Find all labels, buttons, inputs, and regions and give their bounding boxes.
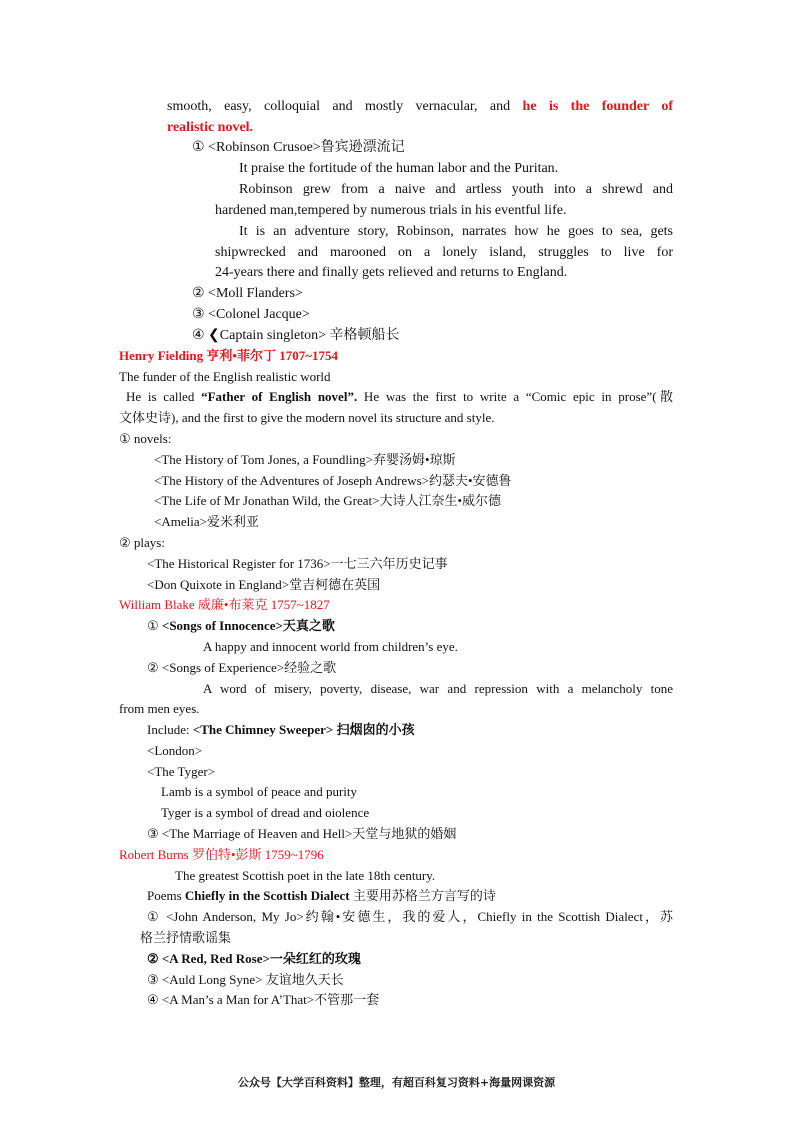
description: A word of misery, poverty, disease, war and repression with a melancholy tone xyxy=(203,681,673,696)
bold-text: <Songs of Innocence>天真之歌 xyxy=(161,618,335,633)
description: Robinson grew from a naive and artless youth into a shrewd and xyxy=(239,182,673,197)
bold-text: “Father of English novel”. xyxy=(201,389,358,404)
list-item: <The Tyger> xyxy=(147,764,216,779)
work-item: ② <Moll Flanders> xyxy=(192,286,303,301)
paragraph xyxy=(147,886,496,906)
work-item: ③ <The Marriage of Heaven and Hell>天堂与地狱的婚姻 xyxy=(147,826,457,841)
work-item: 格兰抒情歌谣集 xyxy=(140,930,232,945)
text: He is called xyxy=(126,389,202,404)
description: from men eyes. xyxy=(119,701,200,716)
text: smooth, easy, colloquial and mostly vernacular, and xyxy=(167,99,523,114)
work-item: ① <Robinson Crusoe>鲁宾逊漂流记 xyxy=(192,140,405,155)
description: A happy and innocent world from children’s eye. xyxy=(203,639,458,654)
text: He was the first to write a “Comic epic in prose”(散 xyxy=(357,389,674,404)
page-footer: 公众号【大学百科资料】整理，有超百科复习资料+海量网课资源 xyxy=(237,1076,556,1089)
description: 24-years there and finally gets relieved and returns to England. xyxy=(215,265,568,280)
work-item: ② <Songs of Experience>经验之歌 xyxy=(147,660,337,675)
list-item: <The Life of Mr Jonathan Wild, the Great>大诗人江奈生•威尔德 xyxy=(154,493,501,508)
bold-text: <The Chimney Sweeper> 扫烟囱的小孩 xyxy=(192,722,415,737)
list-item: <Don Quixote in England>堂吉柯德在英国 xyxy=(147,577,381,592)
bold-text: Chiefly in the Scottish Dialect xyxy=(184,888,350,903)
section-heading-burns: Robert Burns 罗伯特•彭斯 1759~1796 xyxy=(119,847,324,862)
paragraph: 文体史诗), and the first to give the modern novel its structure and style. xyxy=(119,410,495,425)
text: ① xyxy=(147,618,162,633)
description: shipwrecked and marooned on a lonely island, struggles to live for xyxy=(215,245,673,260)
description: Tyger is a symbol of dread and oiolence xyxy=(161,805,370,820)
list-item: <The History of Tom Jones, a Foundling>弃婴汤姆•琼斯 xyxy=(154,452,456,467)
description: hardened man,tempered by numerous trials in his eventful life. xyxy=(215,203,567,218)
list-item: <Amelia>爱米利亚 xyxy=(154,514,259,529)
list-item: <London> xyxy=(147,743,203,758)
text: Poems xyxy=(147,888,185,903)
work-item: ① <John Anderson, My Jo>约翰•安德生，我的爱人，Chiefly in the Scottish Dialect，苏 xyxy=(147,909,673,924)
paragraph: The funder of the English realistic world xyxy=(119,369,331,384)
work-item xyxy=(147,616,335,636)
include-line xyxy=(147,720,415,740)
paragraph: The greatest Scottish poet in the late 18th century. xyxy=(175,868,436,883)
list-item: <The History of the Adventures of Joseph Andrews>约瑟夫•安德鲁 xyxy=(154,473,512,488)
work-item: ④ ❮Captain singleton> 辛格顿船长 xyxy=(192,328,400,343)
description: It is an adventure story, Robinson, narrates how he goes to sea, gets xyxy=(239,224,673,239)
description: It praise the fortitude of the human labor and the Puritan. xyxy=(239,161,559,176)
list-item: <The Historical Register for 1736>一七三六年历史记事 xyxy=(147,556,448,571)
section-heading-fielding: Henry Fielding 亨利•菲尔丁 1707~1754 xyxy=(119,348,338,363)
section-heading-blake: William Blake 威廉•布莱克 1757~1827 xyxy=(119,597,330,612)
work-item: ③ <Colonel Jacque> xyxy=(192,307,310,322)
text: Include: xyxy=(147,722,193,737)
list-label: ① novels: xyxy=(119,431,172,446)
work-item: ② <A Red, Red Rose>一朵红红的玫瑰 xyxy=(147,951,361,966)
text: 主要用苏格兰方言写的诗 xyxy=(349,888,496,903)
description: Lamb is a symbol of peace and purity xyxy=(161,784,358,799)
highlight-text: realistic novel. xyxy=(167,120,254,135)
list-label: ② plays: xyxy=(119,535,165,550)
work-item: ④ <A Man’s a Man for A’That>不管那一套 xyxy=(147,992,380,1007)
highlight-text: he is the founder of xyxy=(522,99,674,114)
work-item: ③ <Auld Long Syne> 友谊地久天长 xyxy=(147,972,344,987)
defoe-line-1 xyxy=(167,97,673,117)
paragraph xyxy=(126,387,673,407)
